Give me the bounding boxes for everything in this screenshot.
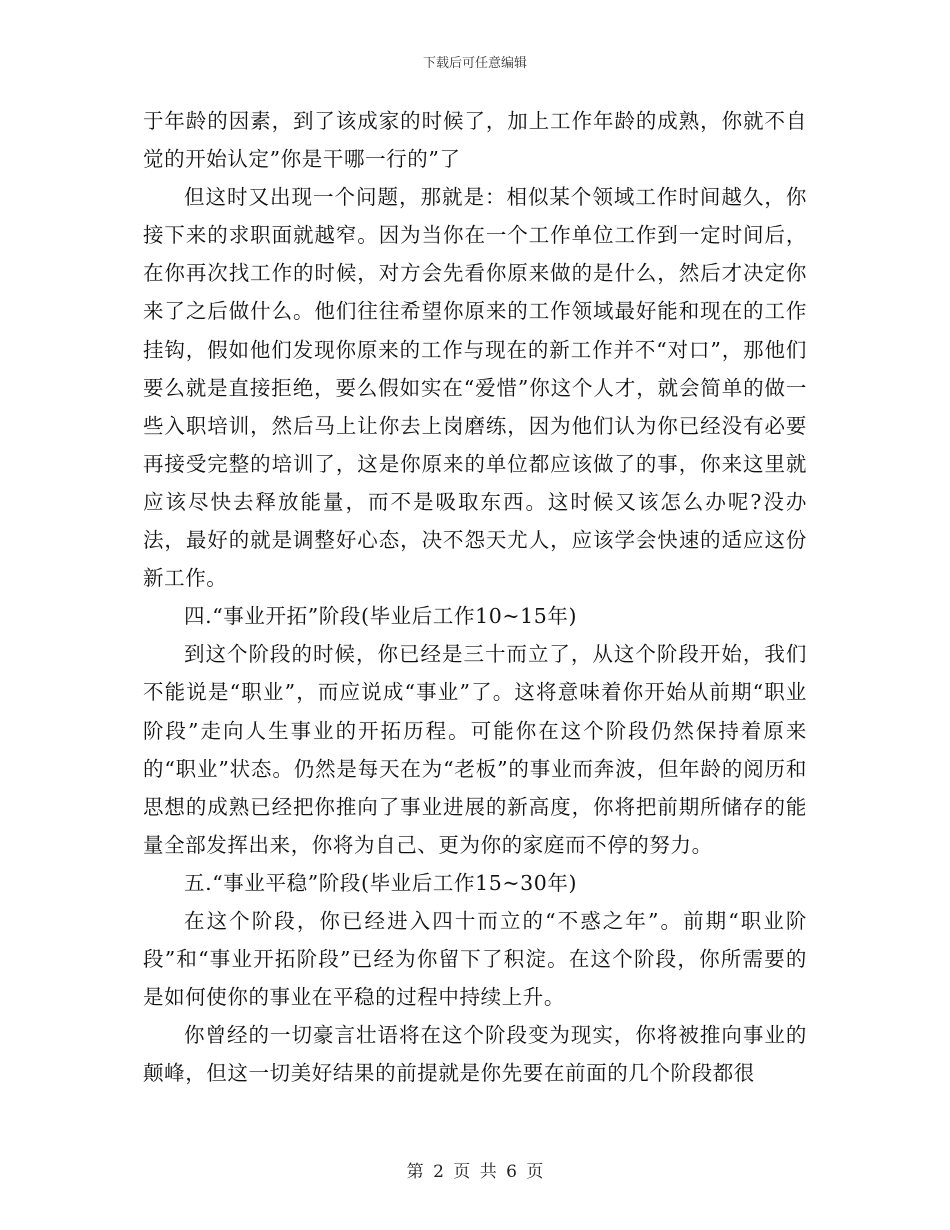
paragraph-4: 在这个阶段，你已经进入四十而立的“不惑之年”。前期“职业阶段”和“事业开拓阶段”已经为你留下了积淀。在这个阶段，你所需要的是如何使你的事业在平稳的过程中持续上升。 (143, 908, 807, 1010)
paragraph-1: 于年龄的因素，到了该成家的时候了，加上工作年龄的成熟，你就不自觉的开始认定”你是干哪一行的”了 (143, 109, 807, 172)
section-heading-5: 五.“事业平稳”阶段(毕业后工作15~30年) (184, 870, 578, 895)
section-heading-4: 四.“事业开拓”阶段(毕业后工作10~15年) (184, 604, 578, 629)
paragraph-2: 但这时又出现一个问题，那就是：相似某个领域工作时间越久，你接下来的求职面就越窄。因为当你在一个工作单位工作到一定时间后，在你再次找工作的时候，对方会先看你原来做的是什么，然后才决定你来了之后做什么。他们往往希望你原来的工作领域最好能和现在的工作挂钩，假如他们发现你原来的工作与现在的新工作并不“对口”，那他们要么就是直接拒绝，要么假如实在“爱惜”你这个人才，就会简单的做一些入职培训，然后马上让你去上岗磨练，因为他们认为你已经没有必要再接受完整的培训了，这是你原来的单位都应该做了的事，你来这里就应该尽快去释放能量，而不是吸取东西。这时候又该怎么办呢?没办法，最好的就是调整好心态，决不怨天尤人，应该学会快速的适应这份新工作。 (143, 185, 807, 591)
paragraph-5: 你曾经的一切豪言壮语将在这个阶段变为现实，你将被推向事业的颠峰，但这一切美好结果的前提就是你先要在前面的几个阶段都很 (143, 1023, 807, 1086)
document-body (143, 102, 807, 1092)
page-header: 下载后可任意编辑 (422, 56, 527, 71)
paragraph-3: 到这个阶段的时候，你已经是三十而立了，从这个阶段开始，我们不能说是“职业”，而应说成“事业”了。这将意味着你开始从前期“职业阶段”走向人生事业的开拓历程。可能你在这个阶段仍然保持着原来的“职业”状态。仍然是每天在为“老板”的事业而奔波，但年龄的阅历和思想的成熟已经把你推向了事业进展的新高度，你将把前期所储存的能量全部发挥出来，你将为自己、更为你的家庭而不停的努力。 (143, 642, 807, 857)
page-footer: 第 2 页 共 6 页 (406, 1162, 544, 1182)
